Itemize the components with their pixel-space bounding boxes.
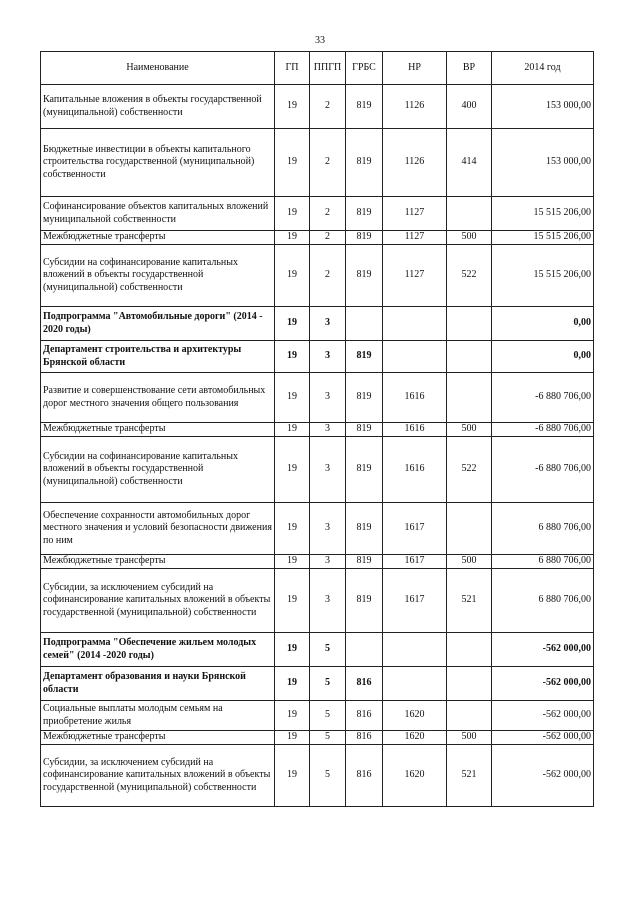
row-name: Подпрограмма "Обеспечение жильем молодых семей" (2014 -2020 годы) — [41, 633, 275, 667]
row-name: Субсидии, за исключением субсидий на софинансирование капитальных вложений в объекты государственной (муниципальной) собственности — [41, 569, 275, 633]
row-nr: 1616 — [383, 373, 447, 423]
row-nr — [383, 667, 447, 701]
row-grbs — [346, 307, 383, 341]
row-vr: 400 — [447, 85, 492, 129]
row-grbs: 819 — [346, 373, 383, 423]
row-nr: 1127 — [383, 245, 447, 307]
table-row — [41, 423, 594, 437]
row-nr: 1126 — [383, 85, 447, 129]
row-nr: 1617 — [383, 503, 447, 555]
table-row — [41, 307, 594, 341]
row-vr — [447, 701, 492, 731]
row-grbs: 819 — [346, 341, 383, 373]
row-grbs: 816 — [346, 701, 383, 731]
row-nr: 1620 — [383, 745, 447, 807]
row-vr: 522 — [447, 437, 492, 503]
row-ppgp: 3 — [310, 569, 346, 633]
header-vr: ВР — [447, 52, 492, 85]
row-gp: 19 — [275, 307, 310, 341]
row-name: Социальные выплаты молодым семьям на приобретение жилья — [41, 701, 275, 731]
row-amount: 0,00 — [492, 307, 594, 341]
row-ppgp: 2 — [310, 245, 346, 307]
row-gp: 19 — [275, 731, 310, 745]
row-gp: 19 — [275, 437, 310, 503]
row-ppgp: 3 — [310, 341, 346, 373]
table-row — [41, 503, 594, 555]
row-nr: 1620 — [383, 731, 447, 745]
row-ppgp: 3 — [310, 555, 346, 569]
row-amount: -562 000,00 — [492, 667, 594, 701]
row-grbs: 816 — [346, 731, 383, 745]
row-grbs: 819 — [346, 503, 383, 555]
table-row — [41, 569, 594, 633]
row-ppgp: 5 — [310, 701, 346, 731]
table-row — [41, 245, 594, 307]
row-grbs: 819 — [346, 555, 383, 569]
row-name: Софинансирование объектов капитальных вложений муниципальной собственности — [41, 197, 275, 231]
table-row — [41, 197, 594, 231]
table-row — [41, 633, 594, 667]
row-gp: 19 — [275, 633, 310, 667]
table-row — [41, 341, 594, 373]
row-name: Департамент строительства и архитектуры Брянской области — [41, 341, 275, 373]
row-grbs: 819 — [346, 85, 383, 129]
row-nr: 1127 — [383, 231, 447, 245]
row-nr: 1617 — [383, 569, 447, 633]
row-nr: 1126 — [383, 129, 447, 197]
row-name: Субсидии, за исключением субсидий на софинансирование капитальных вложений в объекты государственной (муниципальной) собственности — [41, 745, 275, 807]
row-grbs: 819 — [346, 423, 383, 437]
row-amount: -6 880 706,00 — [492, 423, 594, 437]
row-grbs: 819 — [346, 231, 383, 245]
row-vr — [447, 633, 492, 667]
table-row — [41, 129, 594, 197]
row-vr — [447, 341, 492, 373]
row-ppgp: 2 — [310, 197, 346, 231]
row-gp: 19 — [275, 745, 310, 807]
row-ppgp: 5 — [310, 633, 346, 667]
row-amount: 6 880 706,00 — [492, 503, 594, 555]
row-ppgp: 3 — [310, 437, 346, 503]
table-row — [41, 231, 594, 245]
row-ppgp: 3 — [310, 307, 346, 341]
row-name: Обеспечение сохранности автомобильных дорог местного значения и условий безопасности движения по ним — [41, 503, 275, 555]
row-vr: 522 — [447, 245, 492, 307]
row-amount: 6 880 706,00 — [492, 569, 594, 633]
row-name: Подпрограмма "Автомобильные дороги" (2014 - 2020 годы) — [41, 307, 275, 341]
row-amount: -562 000,00 — [492, 745, 594, 807]
row-vr — [447, 373, 492, 423]
row-gp: 19 — [275, 245, 310, 307]
row-ppgp: 3 — [310, 423, 346, 437]
table-row — [41, 437, 594, 503]
row-gp: 19 — [275, 701, 310, 731]
row-amount: -562 000,00 — [492, 633, 594, 667]
row-name: Бюджетные инвестиции в объекты капитального строительства государственной (муниципальной) собственности — [41, 129, 275, 197]
row-name: Субсидии на софинансирование капитальных вложений в объекты государственной (муниципальной) собственности — [41, 437, 275, 503]
row-grbs: 819 — [346, 245, 383, 307]
row-amount: -6 880 706,00 — [492, 373, 594, 423]
row-gp: 19 — [275, 341, 310, 373]
row-ppgp: 5 — [310, 745, 346, 807]
row-name: Департамент образования и науки Брянской области — [41, 667, 275, 701]
row-grbs — [346, 633, 383, 667]
row-vr — [447, 667, 492, 701]
row-gp: 19 — [275, 85, 310, 129]
row-nr: 1617 — [383, 555, 447, 569]
row-vr: 500 — [447, 231, 492, 245]
row-gp: 19 — [275, 231, 310, 245]
row-name: Межбюджетные трансферты — [41, 731, 275, 745]
row-amount: -6 880 706,00 — [492, 437, 594, 503]
row-name: Субсидии на софинансирование капитальных вложений в объекты государственной (муниципальной) собственности — [41, 245, 275, 307]
row-gp: 19 — [275, 503, 310, 555]
header-row — [41, 52, 594, 85]
row-ppgp: 5 — [310, 667, 346, 701]
row-vr: 500 — [447, 731, 492, 745]
row-amount: 153 000,00 — [492, 85, 594, 129]
table-row — [41, 373, 594, 423]
row-amount: -562 000,00 — [492, 731, 594, 745]
table-row — [41, 85, 594, 129]
row-amount: 15 515 206,00 — [492, 231, 594, 245]
row-amount: 15 515 206,00 — [492, 245, 594, 307]
header-nr: НР — [383, 52, 447, 85]
budget-table — [40, 51, 594, 807]
row-grbs: 816 — [346, 745, 383, 807]
row-gp: 19 — [275, 129, 310, 197]
row-nr: 1127 — [383, 197, 447, 231]
header-gp: ГП — [275, 52, 310, 85]
row-grbs: 819 — [346, 197, 383, 231]
row-vr: 521 — [447, 745, 492, 807]
row-nr — [383, 341, 447, 373]
header-ppgp: ППГП — [310, 52, 346, 85]
row-gp: 19 — [275, 569, 310, 633]
row-vr: 414 — [447, 129, 492, 197]
row-gp: 19 — [275, 667, 310, 701]
row-amount: 153 000,00 — [492, 129, 594, 197]
header-name: Наименование — [41, 52, 275, 85]
header-grbs: ГРБС — [346, 52, 383, 85]
row-grbs: 819 — [346, 437, 383, 503]
header-year: 2014 год — [492, 52, 594, 85]
row-name: Межбюджетные трансферты — [41, 555, 275, 569]
row-amount: -562 000,00 — [492, 701, 594, 731]
page-number: 33 — [315, 35, 325, 46]
row-name: Межбюджетные трансферты — [41, 423, 275, 437]
row-ppgp: 2 — [310, 231, 346, 245]
row-vr — [447, 503, 492, 555]
row-gp: 19 — [275, 423, 310, 437]
row-amount: 0,00 — [492, 341, 594, 373]
table-row — [41, 745, 594, 807]
row-ppgp: 3 — [310, 373, 346, 423]
row-nr — [383, 633, 447, 667]
table-row — [41, 555, 594, 569]
row-gp: 19 — [275, 373, 310, 423]
row-nr — [383, 307, 447, 341]
row-gp: 19 — [275, 555, 310, 569]
row-amount: 15 515 206,00 — [492, 197, 594, 231]
row-amount: 6 880 706,00 — [492, 555, 594, 569]
row-name: Капитальные вложения в объекты государственной (муниципальной) собственности — [41, 85, 275, 129]
row-ppgp: 2 — [310, 85, 346, 129]
row-name: Развитие и совершенствование сети автомобильных дорог местного значения общего пользования — [41, 373, 275, 423]
row-grbs: 819 — [346, 569, 383, 633]
table-row — [41, 701, 594, 731]
row-grbs: 816 — [346, 667, 383, 701]
row-ppgp: 2 — [310, 129, 346, 197]
row-vr: 521 — [447, 569, 492, 633]
table-row — [41, 667, 594, 701]
row-grbs: 819 — [346, 129, 383, 197]
row-nr: 1616 — [383, 423, 447, 437]
row-vr: 500 — [447, 555, 492, 569]
row-ppgp: 5 — [310, 731, 346, 745]
row-ppgp: 3 — [310, 503, 346, 555]
row-vr: 500 — [447, 423, 492, 437]
row-vr — [447, 307, 492, 341]
row-nr: 1620 — [383, 701, 447, 731]
table-row — [41, 731, 594, 745]
row-name: Межбюджетные трансферты — [41, 231, 275, 245]
row-gp: 19 — [275, 197, 310, 231]
row-vr — [447, 197, 492, 231]
row-nr: 1616 — [383, 437, 447, 503]
